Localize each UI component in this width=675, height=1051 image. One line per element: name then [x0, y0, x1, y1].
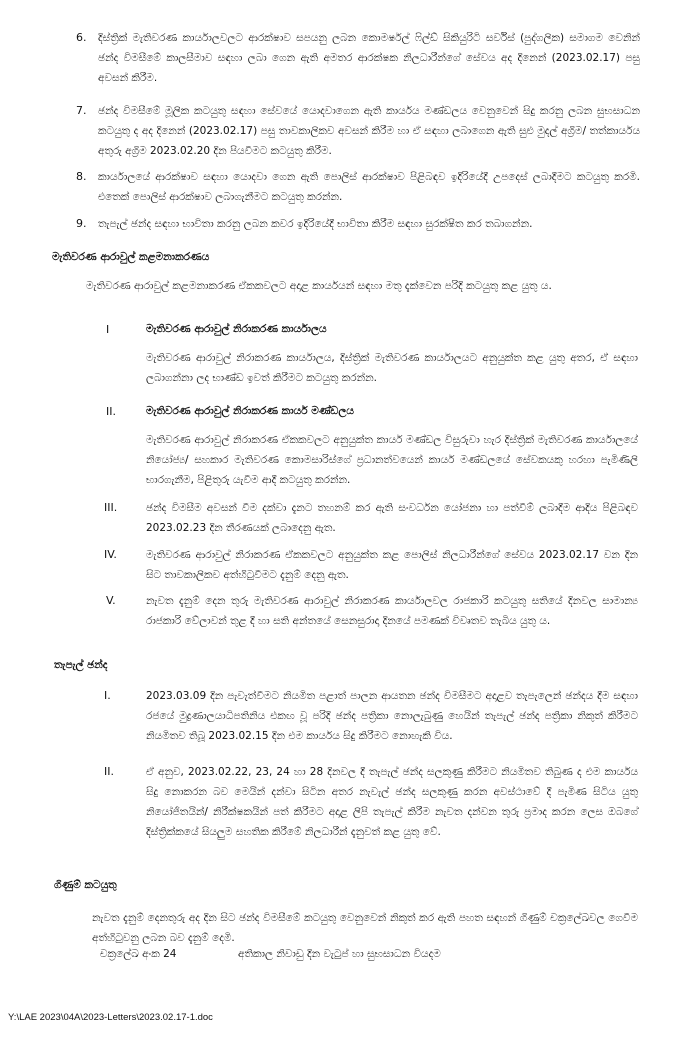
item-9-text: තැපැල් ඡන්ද සඳහා භාවිතා කරනු ලබන කවර ඉදිරියේදී භාවිතා කිරීම සඳහා සුරක්ෂිත කර තබාගන්න. [98, 218, 533, 230]
postal-item-1-text: 2023.03.09 දින පැවැත්වීමට නියමිත පළාත් පාලන ආයතන ඡන්ද විමසීමට අදාළව තැපැලෙන් ඡන්දය දීම සඳහා රජයේ මුද්‍රණාලයාධිපතිනිය එකඟ වූ පරිදි ඡන්ද පත්‍රිකා නොලැබුණු හෙයින් තැපැල් ඡන්ද පත්‍රිකා නිකුත් කිරීමට නියමිතව තිබූ 2023.02.15 දින එම කාර්යය සිදු කිරීමට නොහැකි විය. [146, 690, 638, 742]
postal-item-2-number: II. [104, 765, 114, 778]
complaints-item-3-text: ඡන්ද විමසීම අවසන් වීම දක්වා දැනට තහනම් කර ඇති සංවර්ධන යෝජනා හා පත්වීම් ලබාදීම ආදිය පිළිබඳව 2023.02.23 දින තීරණයක් ලබාදෙනු ඇත. [146, 502, 638, 534]
item-6-number: 6. [76, 31, 87, 44]
section-heading-accounts: ගිණුම් කටයුතු [54, 879, 117, 891]
item-8-number: 8. [76, 170, 87, 183]
complaints-item-1-number: I [106, 323, 110, 336]
accounts-text: නැවත දැනුම් දෙනතුරු අද දින සිට ඡන්ද විමසීමේ කටයුතු වෙනුවෙන් නිකුත් කර ඇති පහත සඳහන් ගිණුම් චක්‍රලේඛවල ගෙවීම අත්හිටුවනු ලබන බව දැනුම් දෙමි. [92, 912, 638, 944]
complaints-item-4-text: මැතිවරණ ආරාවුල් නිරාකරණ ඒකකවලට අනුයුක්ත කළ පොලිස් නිලධාරීන්ගේ සේවය 2023.02.17 වන දින සිට තාවකාලිකව අත්හිටුවීමට දැනුම් දෙනු ඇත. [146, 549, 638, 581]
circular-number: චක්‍රලේඛ අංක 24 [100, 948, 177, 960]
complaints-item-5-text: නැවත දැනුම් දෙන තුරු මැතිවරණ ආරාවුල් නිරාකරණ කාර්යාලවල රාජකාරි කටයුතු සතියේ දිනවල සාමාන්‍ය රාජකාරි වේලාවන් තුළ දී හා සති අන්තයේ සෙනසුරාදා දිනයේ පමණක් විවෘතව තැබිය යුතු ය. [146, 595, 638, 627]
item-7-text: ඡන්ද විමසීමේ මූලික කටයුතු සඳහා සේවයේ යොදවාගෙන ඇති කාර්යය මණ්ඩලය වෙනුවෙන් සිදු කරනු ලබන සුභසාධන කටයුතු ද අද දිනෙන් (2023.02.17) පසු තාවකාලිකව අවසන් කිරීම හා ඒ සඳහා ලබාගෙන ඇති සුළු මුදල් අග්‍රිම/ තත්කාර්යය අතුරු අග්‍රිම 2023.02.20 දින පියවීමට කටයුතු කිරීම. [98, 105, 640, 157]
circular-description: අතිකාල නිවාඩු දින වැටුප් හා සුභසාධන වියදම [238, 948, 441, 960]
complaints-item-4-number: IV. [104, 548, 117, 561]
postal-item-1-number: I. [104, 689, 111, 702]
item-9-number: 9. [76, 217, 87, 230]
item-7-number: 7. [76, 104, 87, 117]
complaints-item-5-number: V. [106, 594, 116, 607]
postal-item-2-text: ඒ අනුව, 2023.02.22, 23, 24 හා 28 දිනවල දී තැපැල් ඡන්ද සලකුණු කිරීමට නියමිතව තිබුණ ද එම කාර්යය සිදු නොකරන බව මෙයින් දන්වා සිටින අතර නැවැල් ඡන්ද සලකුණු කරන අවස්ථාවේ දී පැමිණ සිටිය යුතු නියෝජිතයින්/ නිරීක්ෂකයින් පත් කිරීමට අදාළ ලිපි තැපැල් කිරීම නැවත දන්වන තුරු ප්‍රමාද කරන ලෙස ඔබගේ දිස්ත්‍රික්කයේ සියලුම සහතික කිරීමේ නිලධාරීන් දැනුවත් කළ යුතු වේ. [146, 766, 638, 838]
file-path-footer: Y:\LAE 2023\04A\2023-Letters\2023.02.17-1.doc [8, 1012, 213, 1023]
item-8-text: කාර්යාලයේ ආරක්ෂාව සඳහා යොදවා ගෙන ඇති පොලිස් ආරක්ෂාව පිළිබඳව ඉදිරියේදී උපදෙස් ලබාදීමට කටයුතු කරමි. එතෙක් පොලිස් ආරක්ෂාව ලබාගැනීමට කටයුතු කරන්න. [98, 171, 640, 203]
complaints-item-1-text: මැතිවරණ ආරාවුල් නිරාකරණ කාර්යාලය, දිස්ත්‍රික් මැතිවරණ කාර්යාලයට අනුයුක්ත කළ යුතු අතර, ඒ සඳහා ලබාගන්නා ලද භාණ්ඩ ඉවත් කිරීමට කටයුතු කරන්න. [146, 352, 638, 384]
complaints-item-2-number: II. [106, 405, 116, 418]
section-heading-complaints: මැතිවරණ ආරාවුල් කළමනාකරණය [52, 251, 210, 263]
item-6-text: දිස්ත්‍රික් මැතිවරණ කාර්යාලවලට ආරක්ෂාව සපයනු ලබන කොමර්ෂල් ෆිල්ඩ් සිකියුරිටි සර්විස් (පුද්ගලික) සමාගම වෙනින් ඡන්ද විමසීමේ කාලසීමාව සඳහා ලබා ගෙන ඇති අමතර ආරක්ෂක නිලධාරීන්ගේ සේවය අද දිනෙන් (2023.02.17) පසු අවසන් කිරීම. [98, 32, 640, 84]
complaints-item-3-number: III. [104, 501, 118, 514]
complaints-item-2-title: මැතිවරණ ආරාවුල් නිරාකරණ කාර්ය මණ්ඩලය [146, 405, 354, 417]
complaints-item-1-title: මැතිවරණ ආරාවුල් නිරාකරණ කාර්යාලය [146, 323, 327, 335]
complaints-intro: මැතිවරණ ආරාවුල් කළමනාකරණ ඒකකවලට අදාළ කාර්යයන් සඳහා මතු දැක්වෙන පරිදි කටයුතු කළ යුතු ය. [86, 280, 552, 292]
complaints-item-2-text: මැතිවරණ ආරාවුල් නිරාකරණ ඒකකවලට අනුයුක්ත කාර්ය මණ්ඩල විසුරුවා හැර දිස්ත්‍රික් මැතිවරණ කාර්යාලයේ නියෝජ්‍ය/ සහකාර මැතිවරණ කොමසාරිස්ගේ ප්‍රධානත්වයෙන් කාර්ය මණ්ඩලයේ සේවකයකු හරහා පැමිණිලි භාරගැනීම, පිළිතුරු යැවීම ආදී කටයුතු කරන්න. [146, 434, 638, 486]
section-heading-postal: තැපැල් ඡන්ද [54, 659, 108, 671]
